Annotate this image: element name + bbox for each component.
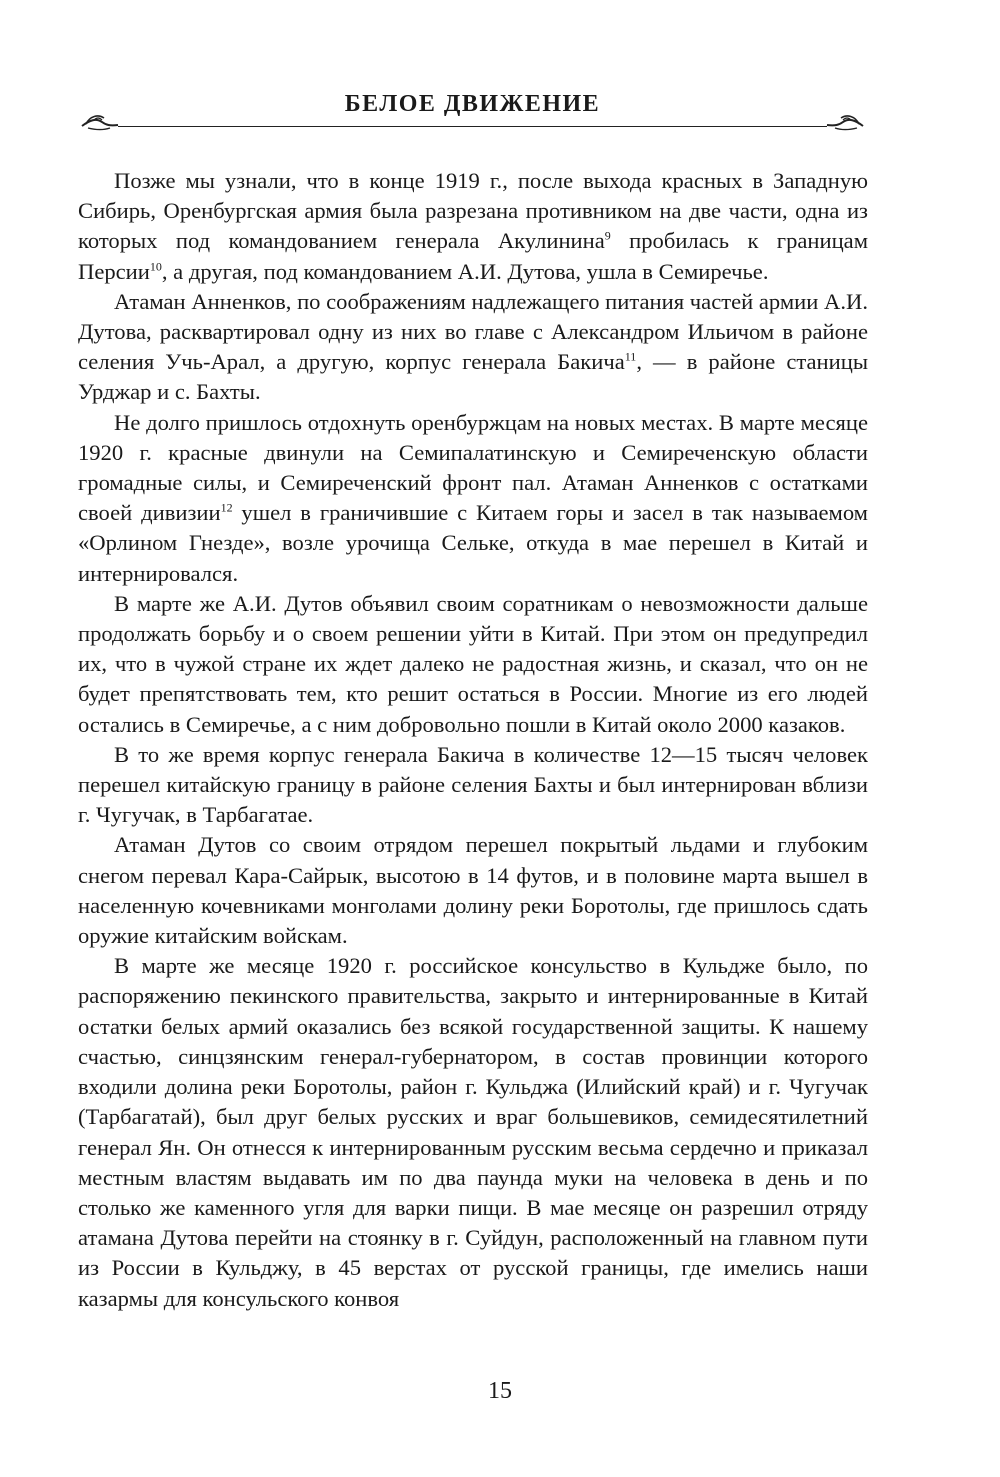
text-segment: Не долго пришлось отдохнуть оренбуржцам на новых местах. В марте месяце 1920 г. красные двинули на Семипалатинскую и Семиреченскую области громадные силы, и Семиреченский фронт пал. Атаман Анненков с остатками своей дивизии [78, 409, 868, 526]
running-header [80, 88, 865, 138]
header-rule [118, 126, 827, 127]
right-ornament-icon [821, 110, 865, 134]
text-segment: В марте же А.И. Дутов объявил своим соратникам о невозможности дальше продолжать борьбу и о своем решении уйти в Китай. При этом он предупредил их, что в чужой стране их ждет далеко не радостная жизнь, и сказал, что он не будет препятствовать тем, кто решит остаться в России. Многие из его людей остались в Семиречье, а с ним добровольно пошли в Китай около 2000 казаков. [78, 590, 868, 737]
footnote-ref-10: 10 [149, 259, 162, 274]
paragraph [78, 408, 868, 589]
header-title: БЕЛОЕ ДВИЖЕНИЕ [344, 91, 601, 117]
body-text [78, 166, 868, 1314]
footnote-ref-12: 12 [220, 500, 233, 515]
text-segment: , — в районе станицы Урджар и с. Бахты. [78, 349, 868, 405]
text-segment: пробилась к границам Персии [78, 228, 868, 284]
text-segment: В то же время корпус генерала Бакича в количестве 12—15 тысяч человек перешел китайскую границу в районе селения Бахты и был интернирован вблизи г. Чугучак, в Тарбагатае. [78, 741, 868, 828]
footnote-ref-9: 9 [604, 228, 611, 243]
footnote-ref-11: 11 [624, 349, 637, 364]
text-segment: В марте же месяце 1920 г. российское консульство в Кульдже было, по распоряжению пекинского правительства, закрыто и интернированные в Китай остатки белых армий оказались без всякой государственной защиты. К нашему счастью, синцзянским генерал-губернатором, в состав провинции которого входили долина реки Боротолы, район г. Кульджа (Илийский край) и г. Чугучак (Тарбагатай), был друг белых русских и враг большевиков, семидесятилетний генерал Ян. Он отнесся к интернированным русским весьма сердечно и приказал местным властям выдавать им по два паунда муки на человека в день и по столько же каменного угля для варки пищи. В мае месяце он разрешил отряду атамана Дутова перейти на стоянку в г. Суйдун, расположенный на главном пути из России в Кульджу, в 45 верстах от русской границы, где имелись наши казармы для консульского конвоя [78, 953, 868, 1311]
paragraph [78, 740, 868, 831]
paragraph [78, 951, 868, 1313]
text-segment: Атаман Дутов со своим отрядом перешел покрытый льдами и глубоким снегом перевал Кара-Сайрык, высотою в 14 футов, и в половине марта вышел в населенную кочевниками монголами долину реки Боротолы, где пришлось сдать оружие китайским войскам. [78, 832, 868, 949]
text-segment: Атаман Анненков, по соображениям надлежащего питания частей армии А.И. Дутова, расквартировал одну из них во главе с Александром Ильичом в районе селения Учь-Арал, а другую, корпус генерала Бакича [78, 288, 868, 375]
page-number: 15 [488, 1378, 512, 1404]
paragraph [78, 830, 868, 951]
paragraph [78, 589, 868, 740]
text-segment: , а другая, под командованием А.И. Дутова, ушла в Семиречье. [161, 258, 769, 284]
paragraph [78, 166, 868, 287]
text-segment: ушел в граничившие с Китаем горы и засел в так называемом «Орлином Гнезде», возле урочища Сельке, откуда в мае перешел в Китай и интернировался. [78, 500, 868, 586]
paragraph [78, 287, 868, 408]
text-segment: Позже мы узнали, что в конце 1919 г., после выхода красных в Западную Сибирь, Оренбургская армия была разрезана противником на две части, одна из которых под командованием генерала Акулинина [78, 168, 868, 254]
